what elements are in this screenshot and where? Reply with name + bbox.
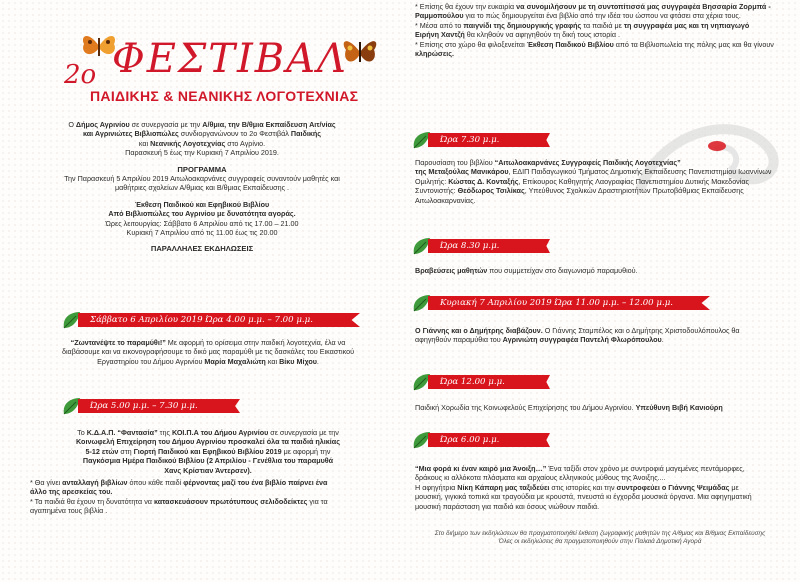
text: Με αφορμή το ορίσειμα στην παιδική λογοτεχνία, έλα να	[165, 338, 346, 347]
banner-600	[410, 430, 550, 450]
right-line-4	[415, 30, 785, 39]
text: της Μεταξούλας Μανικάρου	[415, 167, 509, 177]
text: της	[157, 428, 172, 437]
text: 5-12 ετών	[85, 446, 119, 456]
event-4-line-1	[415, 266, 785, 275]
event-6-line-1	[415, 403, 785, 412]
right-line-1	[415, 2, 785, 11]
text: Ο	[68, 120, 76, 129]
text: , Επίκουρος Καθηγητής Λαογραφίας Πανεπιστημίου Δυτικής Μακεδονίας	[518, 176, 749, 186]
text: σε συνεργασία με την	[129, 120, 203, 129]
event-1-line-2: διαβάσουμε και να εικονογραφήσουμε το δικό μας παραμύθι με τις δασκάλες του Εικαστικού	[61, 347, 355, 357]
text: Εργαστηρίου του Δήμου Αγρινίου	[97, 356, 205, 366]
text: Ομιλητής:	[415, 176, 449, 186]
right-line-3	[415, 21, 785, 30]
text: Βίκυ Μίχου	[279, 356, 317, 366]
event-5	[415, 326, 785, 345]
text: και	[138, 138, 151, 148]
text: για τα	[307, 496, 328, 506]
text: Παιδική Χορωδία της Κοινωφελούς Επιχείρησης του Δήμου Αγρινίου.	[415, 403, 636, 412]
text: , Υπεύθυνος Σχολικών Δραστηριοτήτων Πρωτοβάθμιας Εκπαίδευσης	[524, 186, 744, 196]
intro-line-3	[22, 139, 382, 148]
text: στο Αγρίνιο.	[225, 138, 266, 148]
event-2-line-5: Χανς Κρίστιαν Άντερσεν).	[164, 465, 252, 475]
festival-title	[50, 30, 380, 110]
footer-line-2: Όλες οι εκδηλώσεις θα πραγματοποιηθούν στην Παλαιά Δημοτική Αγορά	[498, 538, 702, 546]
text: συντροφεύει ο Γιάννης Ψειμάδας	[616, 482, 730, 492]
text: * Επίσης στο χώρο θα φιλοξενείται	[415, 39, 527, 49]
event-2-line-2: Κοινωφελή Επιχείρηση του Δήμου Αγρινίου προσκαλεί όλα τα παιδιά ηλικίας	[76, 437, 340, 447]
text: και Αγρινιώτες Βιβλιοπώλες	[82, 129, 179, 139]
banner-text: Ώρα 5.00 μ.μ. – 7.30 μ.μ.	[90, 401, 198, 411]
banner-730	[410, 130, 550, 150]
banner-text: Ώρα 12.00 μ.μ.	[440, 377, 505, 387]
program-line-2: μαθήτριες σχολείων Α/θμιας και Β/θμιας Εκπαίδευσης .	[114, 183, 290, 193]
event-2	[30, 428, 386, 475]
text: σε συνεργασία με την	[268, 428, 339, 437]
event-5-line-2	[415, 335, 785, 344]
text: Α/θμια, την Β/θμια Εκπαίδευση Αιτ/νίας	[202, 120, 336, 129]
banner-text: Ώρα 7.30 μ.μ.	[440, 135, 500, 145]
text: για το πώς δημιουργείται ένα βιβλίο από την ιδέα του ώσπου να φτάσει στα χέρια τους.	[463, 11, 741, 21]
text: Ο Γιάννης και ο Δημήτρης διαβάζουν.	[415, 326, 543, 335]
text: τα παιδιά με	[581, 20, 624, 30]
text: Δήμος Αγρινίου	[75, 120, 130, 129]
text: Θεόδωρος Τσιλίκας	[457, 186, 525, 196]
text: Κώστας Δ. Κονταξής	[448, 176, 519, 186]
program-line-1: Την Παρασκευή 5 Απριλίου 2019 Αιτωλοακαρνάνες συγγραφείς συναντούν μαθητές και	[64, 174, 340, 184]
exhibition-hours-2: Κυριακή 7 Απριλίου από τις 11.00 έως τις 20.00	[126, 228, 278, 238]
edition-number: 2o	[64, 60, 97, 90]
text: * Τα παιδιά θα έχουν τη δυνατότητα να	[30, 496, 154, 506]
text: “Αιτωλοακαρνάνες Συγγραφείς Παιδικής Λογοτεχνίας”	[494, 158, 681, 167]
event-3-line-2	[415, 167, 785, 176]
text: Βραβεύσεις μαθητών	[415, 266, 488, 275]
text: Συντονιστής:	[415, 186, 458, 196]
text: * Επίσης θα έχουν την ευκαιρία	[415, 2, 517, 11]
program-heading: ΠΡΟΓΡΑΜΜΑ	[177, 164, 227, 174]
event-1-line-3	[30, 357, 386, 366]
text: κατασκευάσουν πρωτότυπους σελιδοδείκτες	[153, 496, 308, 506]
text: τη συγγραφέα μας και τη νηπιαγωγό	[623, 20, 750, 30]
banner-saturday-2	[60, 396, 240, 416]
text: φέρνοντας μαζί του ένα βιβλίο παίρνει ένα	[183, 478, 328, 487]
text: Κ.Δ.Α.Π. “Φαντασία”	[86, 428, 158, 437]
banner-saturday	[60, 310, 360, 330]
text: Ραμμοπούλου	[415, 11, 464, 21]
exhibition-hours-1: Ώρες λειτουργίας: Σάββατο 6 Απριλίου από τις 17.00 – 21.00	[105, 218, 299, 228]
text: θα κληθούν να αφηγηθούν τη δική τους ιστορία .	[464, 30, 621, 40]
event-4	[415, 266, 785, 275]
text: στη	[118, 446, 134, 456]
banner-sunday	[410, 293, 710, 313]
text: Μαρία Μαχαλιώτη	[204, 356, 266, 366]
text: , ΕΔΙΠ Παιδαγωγικού Τμήματος Δημοτικής Εκπαίδευσης Πανεπιστημίου Ιωαννίνων	[508, 167, 772, 177]
text: συνδιοργανώνουν το 2ο Φεστιβάλ	[178, 129, 291, 139]
parallel-events-heading: ΠΑΡΑΛΛΗΛΕΣ ΕΚΔΗΛΩΣΕΙΣ	[150, 244, 254, 254]
text: και	[265, 356, 280, 366]
intro-dates: Παρασκευή 5 έως την Κυριακή 7 Απριλίου 2019.	[125, 148, 279, 158]
left-column	[22, 120, 382, 254]
event-7-line-2: δράκους κι αλλόκοτα πλάσματα και αρχαίους ελληνικούς μύθους της Άνοιξης....	[415, 473, 666, 483]
text: Το	[77, 428, 87, 437]
right-line-5	[415, 40, 785, 49]
event-3-line-1	[415, 158, 785, 167]
footer-line-1: Στο διήμερο των εκδηλώσεων θα πραγματοποιηθεί έκθεση ζωγραφικής μαθητών της Α/θμιας και Β/θμιας Εκπαίδευσης	[434, 530, 766, 537]
right-line-6: κληρώσεις.	[415, 49, 454, 59]
text: Νίκη Κάπαρη μας ταξιδεύει	[457, 482, 550, 492]
bullet-bookmarks	[30, 497, 390, 506]
bullet-exchange	[30, 478, 390, 487]
page-title: ΦΕΣΤΙΒΑΛ	[112, 36, 348, 82]
banner-text: Σάββατο 6 Απριλίου 2019 Ώρα 4.00 μ.μ. – 7.00 μ.μ.	[90, 315, 313, 325]
text: Ο Γιάννης Σταμπέλος και ο Δημήτρης Χριστοδουλόπουλος θα	[542, 326, 740, 335]
event-7-line-5: μουσική παράσταση για παιδιά και όσους νιώθουν παιδιά.	[415, 501, 600, 511]
text: Παρουσίαση του βιβλίου	[415, 158, 495, 167]
text: με αφορμή την	[281, 446, 331, 456]
text: Νεανικής Λογοτεχνίας	[150, 138, 226, 148]
bullet-exchange-2: άλλο της αρεσκείας του.	[30, 487, 113, 497]
intro-line-1	[22, 120, 382, 129]
text: ΚΟΙ.Π.Α του Δήμου Αγρινίου	[171, 428, 269, 437]
banner-text: Ώρα 6.00 μ.μ.	[440, 435, 500, 445]
footer-note	[420, 530, 780, 547]
text: Η αφηγήτρια	[415, 482, 458, 492]
text: Ειρήνη Χαντζή	[415, 30, 465, 40]
event-6	[415, 403, 785, 412]
text: από τα Βιβλιοπωλεία της πόλης μας και θα γίνουν	[613, 39, 774, 49]
event-1	[30, 338, 386, 366]
right-top	[415, 2, 785, 58]
text: όπου κάθε παιδί	[127, 478, 184, 487]
text: * Θα γίνει	[30, 478, 63, 487]
event-3-line-5: Αιτωλοακαρνανίας.	[415, 195, 476, 205]
text: Έκθεση Παιδικού Βιβλίου	[526, 39, 614, 49]
text: .	[316, 356, 319, 366]
event-3-line-3	[415, 177, 785, 186]
text: παιγνίδι της δημιουργικής γραφής	[463, 20, 582, 30]
event-7-line-4: μουσική, γιγκικά τοπικά και τραγούδια με κρουστά, πνευστά κι έγχορδα μουσικά όργανα. Μια αφηγηματική	[415, 492, 752, 502]
text: Παιδικής	[290, 129, 321, 139]
text: Ένα ταξίδι στον χρόνο με συντροφιά μαγεμένες πεντάμορφες,	[546, 464, 745, 473]
text: στις ιστορίες και την	[549, 482, 617, 492]
exhibition-heading: Έκθεση Παιδικού και Εφηβικού Βιβλίου	[134, 199, 270, 209]
intro-line-2	[22, 129, 382, 138]
event-2-line-3	[30, 447, 386, 456]
text: Αγρινιώτη συγγραφέα Παντελή Φλωρόπουλου	[502, 335, 662, 345]
text: * Μέσα από το	[415, 20, 464, 30]
right-line-2	[415, 11, 785, 20]
text: .	[661, 335, 664, 345]
banner-1200	[410, 372, 550, 392]
event-2-line-4: Παγκόσμια Ημέρα Παιδικού Βιβλίου (2 Απριλίου - Γενέθλια του παραμυθά	[82, 456, 334, 466]
event-3	[415, 158, 785, 205]
banner-text: Ώρα 8.30 μ.μ.	[440, 241, 500, 251]
event-7	[415, 464, 785, 511]
text: ανταλλαγή βιβλίων	[62, 478, 128, 487]
text: “Ζωντανέψτε το παραμύθι!”	[70, 338, 166, 347]
text: Υπεύθυνη Βιβή Κανιούρη	[635, 403, 723, 412]
bullet-bookmarks-2: αγαπημένα τους βιβλία .	[30, 506, 108, 516]
text: αφηγηθούν παραμύθια του	[415, 335, 503, 345]
text: “Μια φορά κι έναν καιρό μια Άνοιξη…”	[415, 464, 547, 473]
event-2-line-1	[30, 428, 386, 437]
text: με	[729, 482, 739, 492]
event-3-line-4	[415, 186, 785, 195]
page-subtitle: ΠΑΙΔΙΚΗΣ & ΝΕΑΝΙΚΗΣ ΛΟΓΟΤΕΧΝΙΑΣ	[90, 88, 359, 104]
event-7-line-1	[415, 464, 785, 473]
event-7-line-3	[415, 483, 785, 492]
event-5-line-1	[415, 326, 785, 335]
text: Γιορτή Παιδικού και Εφηβικού Βιβλίου 2019	[133, 446, 282, 456]
banner-830	[410, 236, 550, 256]
event-1-line-1	[30, 338, 386, 347]
event-2-bullets	[30, 478, 390, 516]
text: να συνομιλήσουν με τη συντοπίτισσά μας συγγραφέα Βησσαρία Ζορμπά -	[516, 2, 771, 11]
banner-text: Κυριακή 7 Απριλίου 2019 Ώρα 11.00 μ.μ. – 12.00 μ.μ.	[440, 298, 674, 308]
text: που συμμετείχαν στο διαγωνισμό παραμυθιού.	[487, 266, 638, 275]
exhibition-subheading: Από Βιβλιοπώλες του Αγρινίου με δυνατότητα αγοράς.	[108, 209, 296, 219]
